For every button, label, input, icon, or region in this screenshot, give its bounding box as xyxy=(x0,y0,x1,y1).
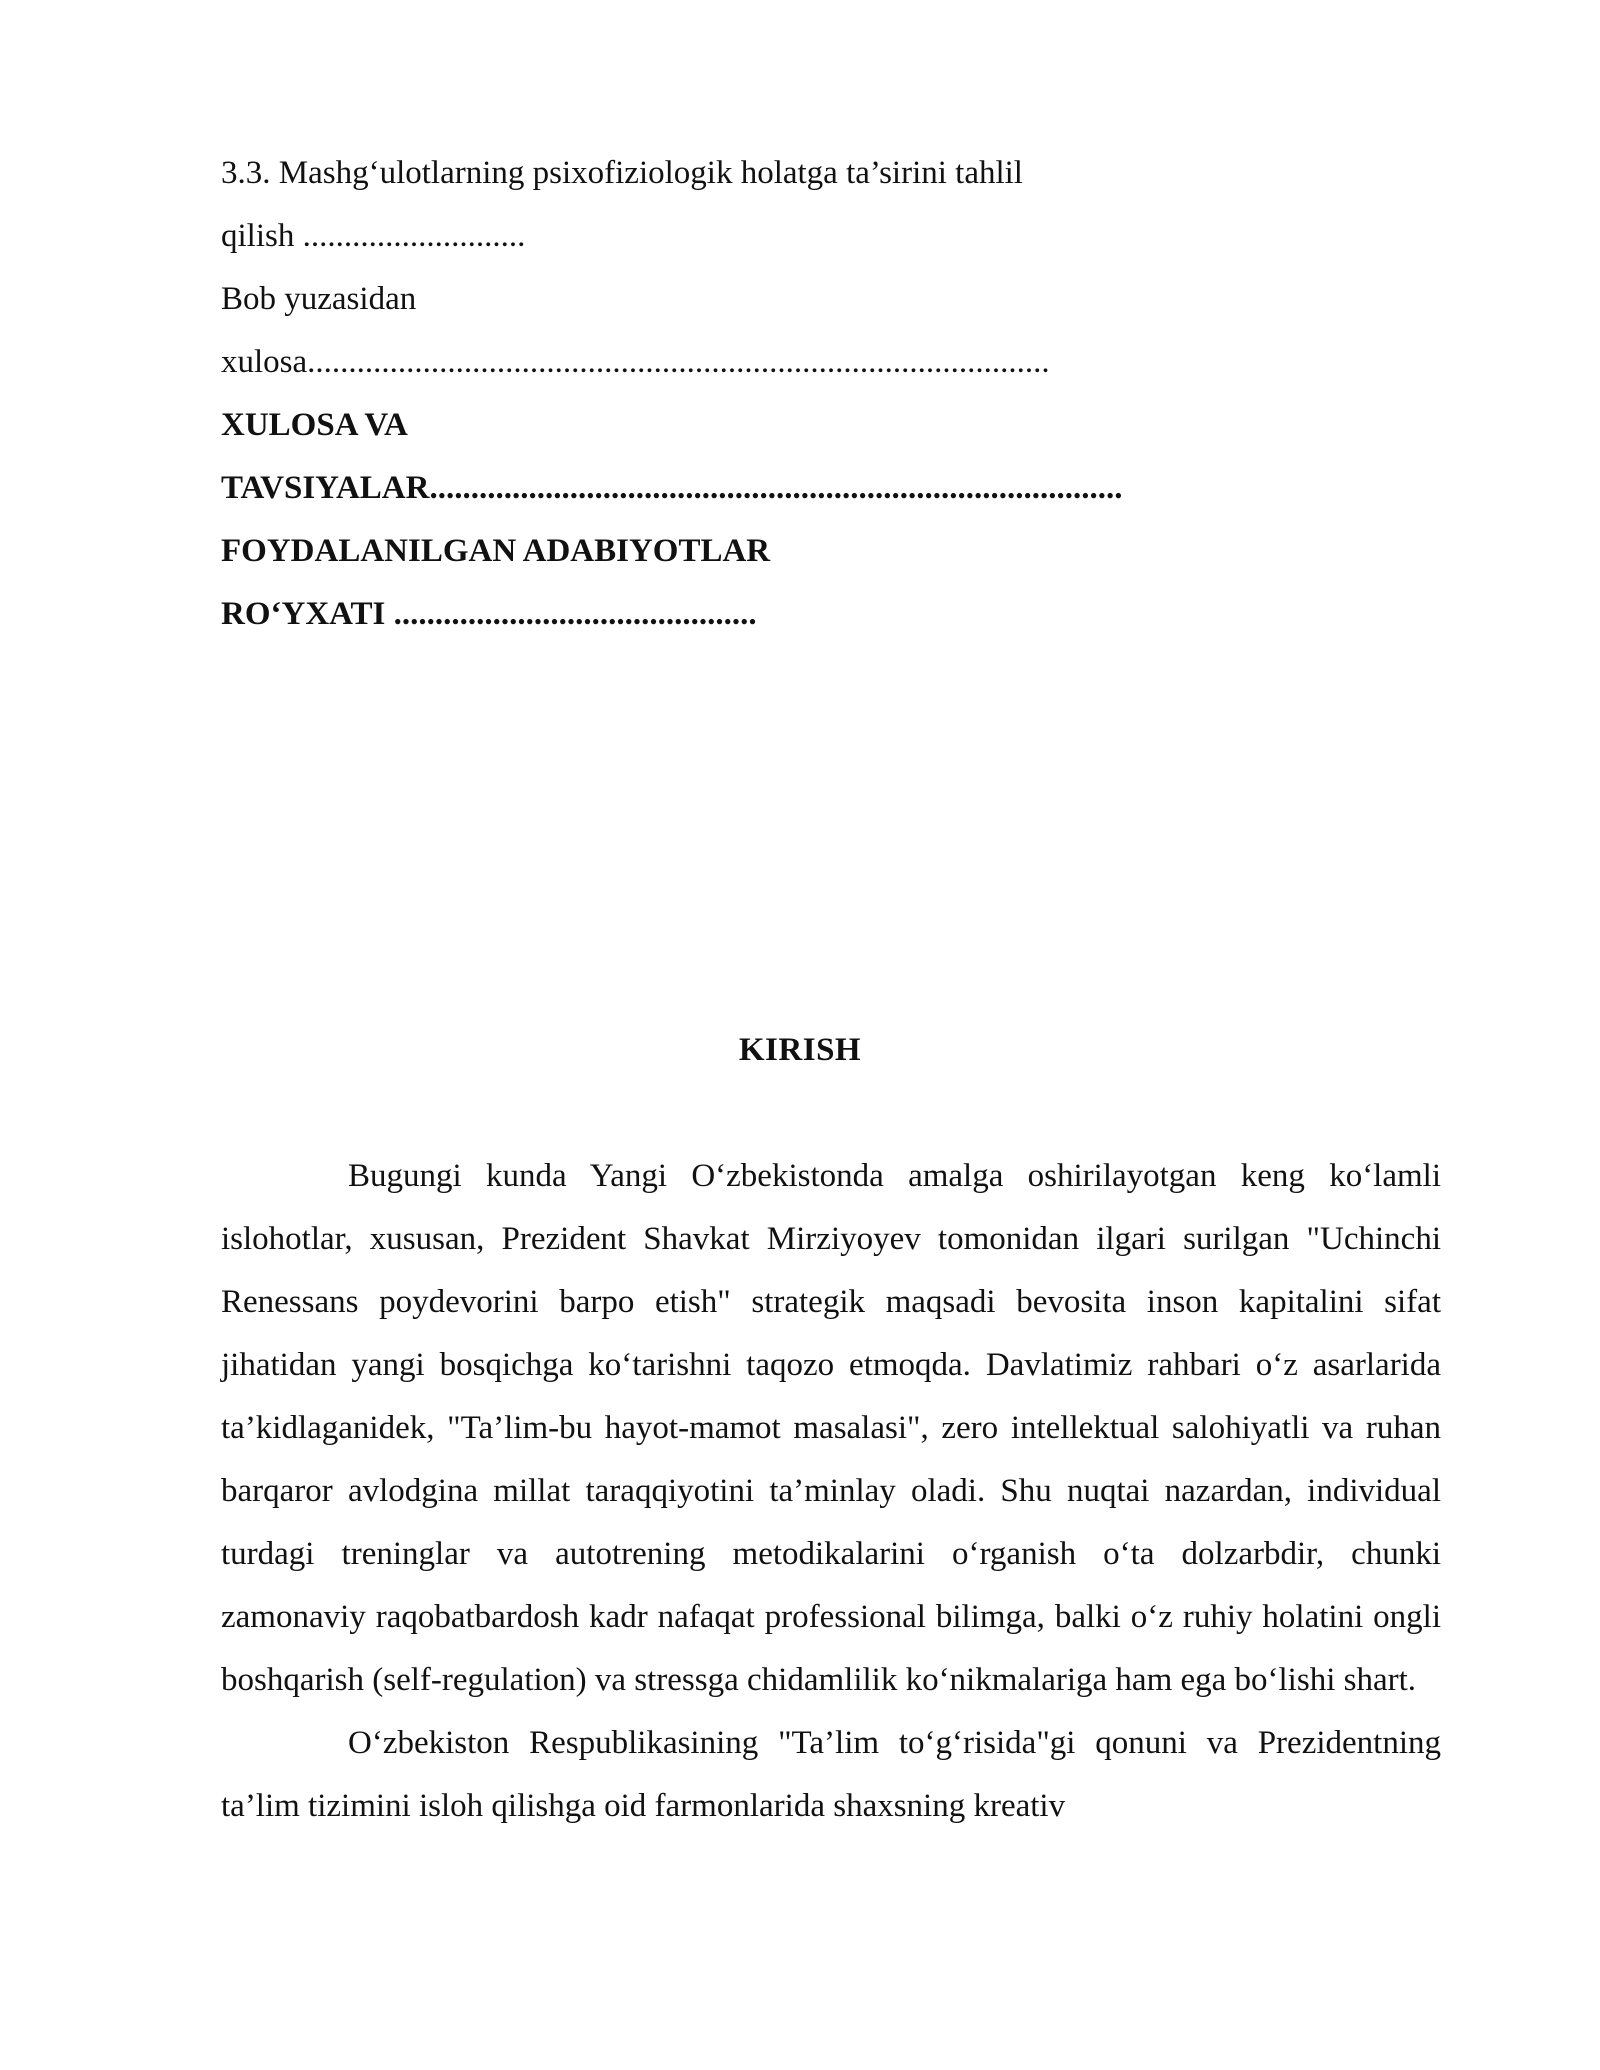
toc-entry-xulosa-line-2: TAVSIYALAR.................................................................................... xyxy=(221,470,1123,506)
toc-entry-bob-xulosa-line-1: Bob yuzasidan xyxy=(221,281,417,317)
toc-entry-3-3-line-2: qilish ........................... xyxy=(221,218,526,254)
section-body xyxy=(221,1145,1441,1838)
paragraph-2: O‘zbekiston Respublikasining "Ta’lim to‘g‘risida"gi qonuni va Prezidentning ta’lim tizimini isloh qilishga oid farmonlarida shaxsning kreativ xyxy=(221,1725,1441,1824)
toc-entry-adabiyotlar-line-1: FOYDALANILGAN ADABIYOTLAR xyxy=(221,533,771,569)
section-heading: KIRISH xyxy=(738,1032,862,1068)
toc-entry-adabiyotlar-line-2: RO‘YXATI ............................................ xyxy=(221,596,757,632)
toc-entry-bob-xulosa-line-2: xulosa.......................................................................................... xyxy=(221,344,1050,380)
toc-entry-3-3-line-1: 3.3. Mashg‘ulotlarning psixofiziologik holatga ta’sirini tahlil xyxy=(221,155,1023,191)
paragraph-1: Bugungi kunda Yangi O‘zbekistonda amalga oshirilayotgan keng ko‘lamli islohotlar, xususan, Prezident Shavkat Mirziyoyev tomonidan ilgari surilgan "Uchinchi Renessans poydevorini barpo etish" strategik maqsadi bevosita inson kapitalini sifat jihatidan yangi bosqichga ko‘tarishni taqozo etmoqda. Davlatimiz rahbari o‘z asarlarida ta’kidlaganidek, "Ta’lim-bu hayot-mamot masalasi", zero intellektual salohiyatli va ruhan barqaror avlodgina millat taraqqiyotini ta’minlay oladi. Shu nuqtai nazardan, individual turdagi treninglar va autotrening metodikalarini o‘rganish o‘ta dolzarbdir, chunki zamonaviy raqobatbardosh kadr nafaqat professional bilimga, balki o‘z ruhiy holatini ongli boshqarish (self-regulation) va stressga chidamlilik ko‘nikmalariga ham ega bo‘lishi shart. xyxy=(221,1158,1441,1698)
toc-entry-xulosa-line-1: XULOSA VA xyxy=(221,407,408,443)
table-of-contents xyxy=(221,142,1441,646)
